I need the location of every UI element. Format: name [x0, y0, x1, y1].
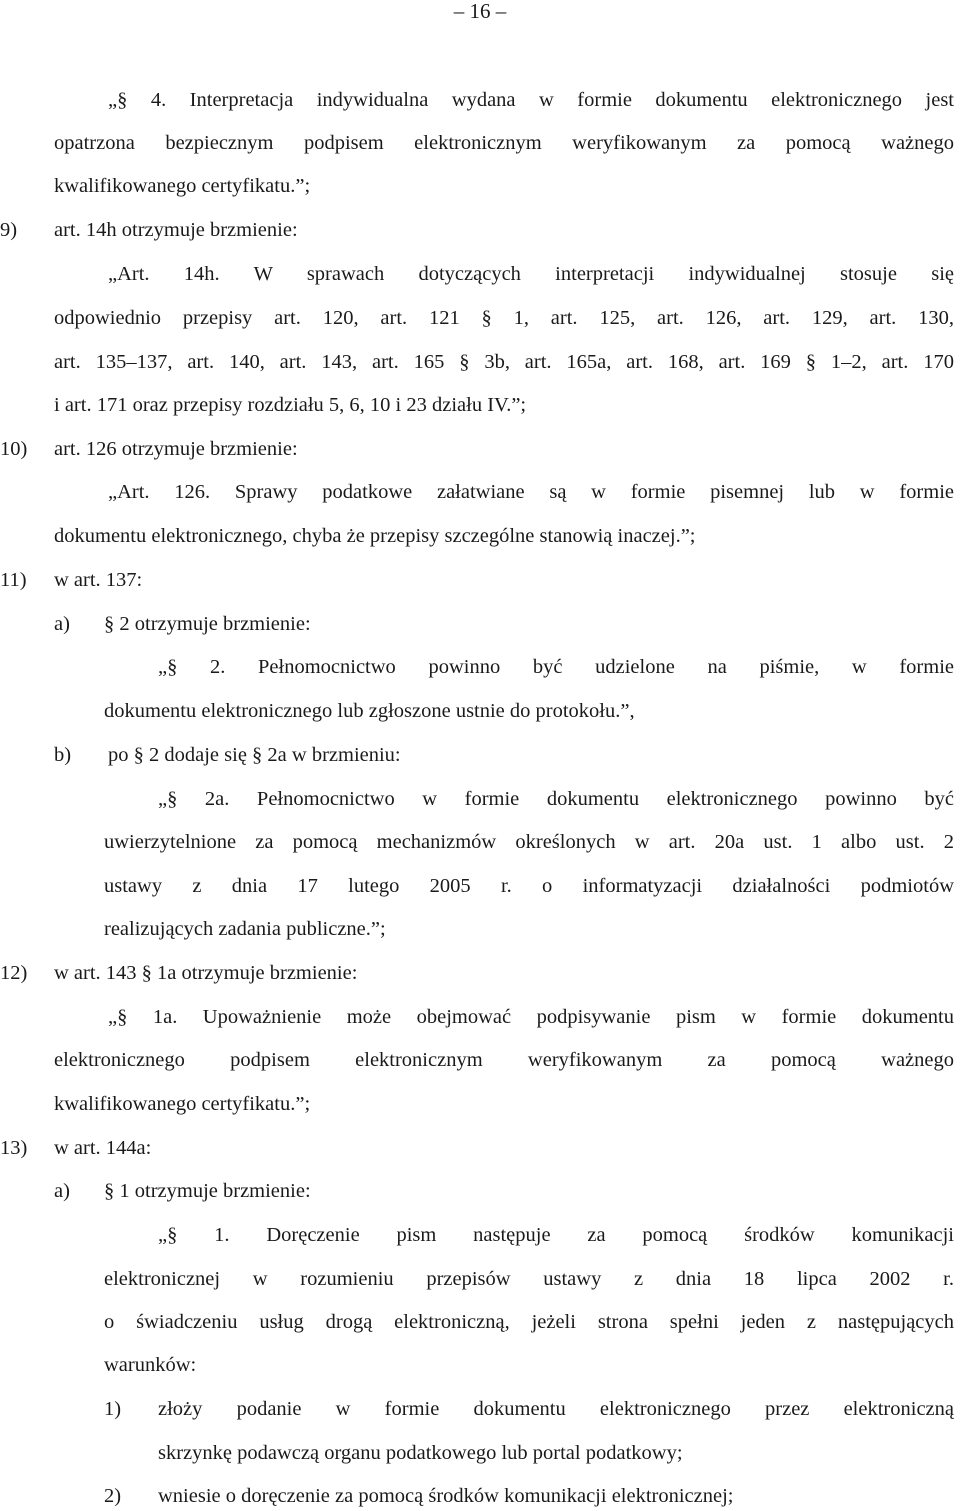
page-number: – 16 –: [453, 0, 507, 23]
text-line: § 1 otrzymuje brzmienie:: [104, 1180, 311, 1202]
list-letter: a): [54, 613, 70, 635]
text-line: „Art. 126. Sprawy podatkowe załatwiane są w formie pisemnej lub w formie: [108, 481, 954, 503]
text-line: art. 135–137, art. 140, art. 143, art. 165 § 3b, art. 165a, art. 168, art. 169 § 1–2, art. 170: [54, 351, 954, 373]
text-line: elektronicznej w rozumieniu przepisów ustawy z dnia 18 lipca 2002 r.: [104, 1268, 954, 1290]
text-line: warunków:: [104, 1354, 197, 1376]
text-line: kwalifikowanego certyfikatu.”;: [54, 1093, 311, 1115]
text-line: dokumentu elektronicznego, chyba że przepisy szczególne stanowią inaczej.”;: [54, 525, 696, 547]
list-number: 10): [0, 438, 28, 460]
text-line: art. 126 otrzymuje brzmienie:: [54, 438, 298, 460]
list-number: 2): [104, 1485, 122, 1507]
text-line: uwierzytelnione za pomocą mechanizmów określonych w art. 20a ust. 1 albo ust. 2: [104, 831, 954, 853]
list-number: 9): [0, 219, 18, 241]
text-line: ustawy z dnia 17 lutego 2005 r. o informatyzacji działalności podmiotów: [104, 875, 954, 897]
text-line: po § 2 dodaje się § 2a w brzmieniu:: [108, 744, 401, 766]
text-line: odpowiednio przepisy art. 120, art. 121 § 1, art. 125, art. 126, art. 129, art. 130,: [54, 307, 954, 329]
text-line: § 2 otrzymuje brzmienie:: [104, 613, 311, 635]
text-line: dokumentu elektronicznego lub zgłoszone ustnie do protokołu.”,: [104, 700, 635, 722]
list-letter: b): [54, 744, 72, 766]
text-line: i art. 171 oraz przepisy rozdziału 5, 6, 10 i 23 działu IV.”;: [54, 394, 527, 416]
text-line: opatrzona bezpiecznym podpisem elektronicznym weryfikowanym za pomocą ważnego: [54, 132, 954, 154]
text-line: w art. 144a:: [54, 1137, 152, 1159]
text-line: „§ 2. Pełnomocnictwo powinno być udzielone na piśmie, w formie: [158, 656, 954, 678]
list-letter: a): [54, 1180, 70, 1202]
list-number: 1): [104, 1398, 122, 1420]
text-line: skrzynkę podawczą organu podatkowego lub portal podatkowy;: [158, 1442, 683, 1464]
text-line: „§ 1. Doręczenie pism następuje za pomocą środków komunikacji: [158, 1224, 954, 1246]
text-line: w art. 143 § 1a otrzymuje brzmienie:: [54, 962, 358, 984]
list-number: 11): [0, 569, 27, 591]
text-line: kwalifikowanego certyfikatu.”;: [54, 175, 311, 197]
text-line: „§ 2a. Pełnomocnictwo w formie dokumentu elektronicznego powinno być: [158, 788, 954, 810]
text-line: „§ 4. Interpretacja indywidualna wydana w formie dokumentu elektronicznego jest: [108, 89, 954, 111]
text-line: w art. 137:: [54, 569, 143, 591]
list-number: 13): [0, 1137, 28, 1159]
text-line: wniesie o doręczenie za pomocą środków komunikacji elektronicznej;: [158, 1485, 734, 1507]
text-line: elektronicznego podpisem elektronicznym weryfikowanym za pomocą ważnego: [54, 1049, 954, 1071]
text-line: o świadczeniu usług drogą elektroniczną, jeżeli strona spełni jeden z następujących: [104, 1311, 954, 1333]
list-number: 12): [0, 962, 28, 984]
text-line: złoży podanie w formie dokumentu elektronicznego przez elektroniczną: [158, 1398, 954, 1420]
text-line: „§ 1a. Upoważnienie może obejmować podpisywanie pism w formie dokumentu: [108, 1006, 954, 1028]
text-line: „Art. 14h. W sprawach dotyczących interpretacji indywidualnej stosuje się: [108, 263, 954, 285]
text-line: art. 14h otrzymuje brzmienie:: [54, 219, 298, 241]
text-line: realizujących zadania publiczne.”;: [104, 918, 386, 940]
